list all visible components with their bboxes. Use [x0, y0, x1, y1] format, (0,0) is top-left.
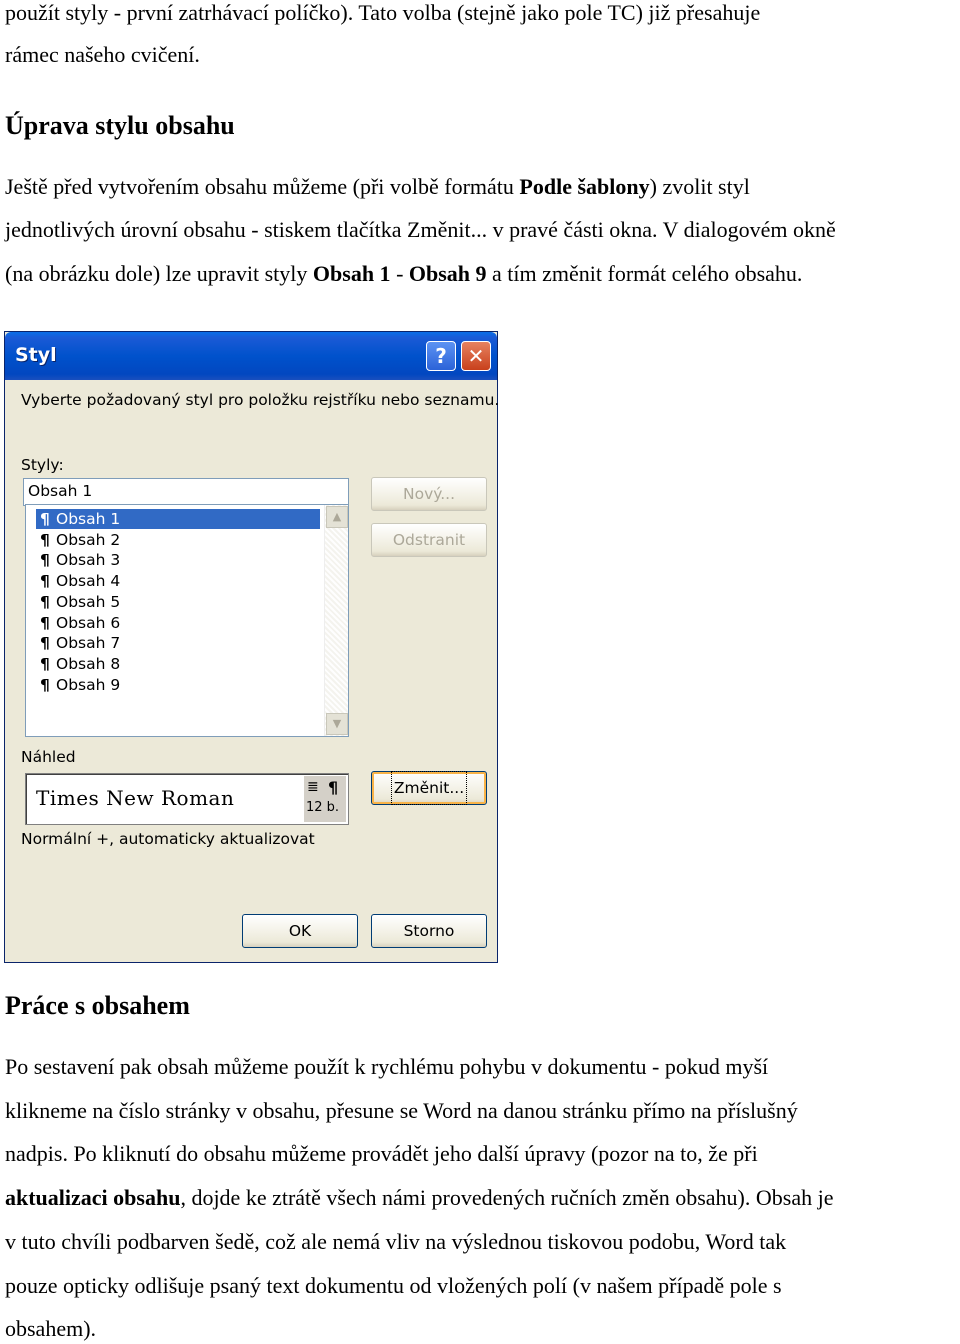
style-list-item[interactable]	[36, 592, 320, 612]
style-list-item[interactable]	[36, 571, 320, 591]
style-list-item[interactable]	[36, 654, 320, 674]
paragraph-mark-icon: ¶	[40, 510, 50, 528]
style-list-item-label: Obsah 5	[56, 592, 121, 611]
style-preview	[25, 773, 349, 825]
section1-line-2: jednotlivých úrovní obsahu - stiskem tlačítka Změnit... v pravé části okna. V dialogovém okně	[5, 217, 836, 242]
help-icon[interactable]: ?	[426, 341, 456, 371]
style-list-item-label: Obsah 2	[56, 530, 121, 549]
style-list-item-label: Obsah 3	[56, 551, 121, 570]
paragraph-mark-icon: ¶	[40, 634, 50, 653]
intro-line-1: použít styly - první zatrhávací políčko). Tato volba (stejně jako pole TC) již přesahuje	[5, 0, 761, 25]
style-list-item[interactable]	[36, 530, 320, 550]
style-description: Normální +, automaticky aktualizovat	[21, 830, 315, 848]
close-icon[interactable]: ✕	[461, 341, 491, 371]
paragraph-mark-icon: ¶	[40, 530, 50, 549]
cancel-button[interactable]: Storno	[371, 914, 487, 948]
preview-format-info	[304, 776, 346, 822]
section2-line-2: klikneme na číslo stránky v obsahu, přesune se Word na danou stránku přímo na příslušný	[5, 1098, 798, 1123]
preview-font-size: 12 b.	[306, 800, 340, 815]
align-icon: ≣	[307, 779, 319, 795]
preview-font-name: Times New Roman	[36, 786, 235, 810]
section2-line-1: Po sestavení pak obsah můžeme použít k rychlému pohybu v dokumentu - pokud myší	[5, 1054, 769, 1079]
preview-label: Náhled	[21, 748, 76, 766]
modify-style-button[interactable]: Změnit...	[371, 771, 487, 805]
section2-line-6: pouze opticky odlišuje psaný text dokumentu od vložených polí (v našem případě pole s	[5, 1273, 782, 1298]
styles-listbox[interactable]	[25, 504, 349, 737]
dialog-title: Styl	[15, 344, 57, 366]
paragraph-mark-icon: ¶	[40, 654, 50, 673]
style-list-item[interactable]	[36, 550, 320, 570]
section1-line-3: (na obrázku dole) lze upravit styly Obsah 1 - Obsah 9 a tím změnit formát celého obsahu.	[5, 261, 803, 286]
delete-style-button[interactable]: Odstranit	[371, 523, 487, 557]
style-list-item-label: Obsah 4	[56, 572, 121, 591]
section2-line-3: nadpis. Po kliknutí do obsahu můžeme provádět jeho další úpravy (pozor na to, že při	[5, 1141, 758, 1166]
style-list-item[interactable]	[36, 675, 320, 695]
styles-scrollbar[interactable]	[324, 505, 348, 736]
section1-line-1: Ještě před vytvořením obsahu můžeme (při volbě formátu Podle šablony) zvolit styl	[5, 174, 750, 199]
paragraph-mark-icon: ¶	[328, 778, 339, 797]
intro-line-2: rámec našeho cvičení.	[5, 42, 200, 67]
style-list-item-label: Obsah 9	[56, 675, 121, 694]
styles-label: Styly:	[21, 456, 64, 474]
style-list-item-label: Obsah 8	[56, 654, 121, 673]
section2-line-7: obsahem).	[5, 1316, 97, 1341]
style-list-item-label: Obsah 7	[56, 634, 121, 653]
dialog-client-area	[9, 380, 500, 960]
paragraph-mark-icon: ¶	[40, 675, 50, 694]
dialog-titlebar[interactable]	[5, 332, 497, 380]
style-list-item[interactable]	[36, 613, 320, 633]
section-heading-working-with-toc: Práce s obsahem	[5, 991, 190, 1020]
dialog-instruction: Vyberte požadovaný styl pro položku rejstříku nebo seznamu.	[21, 391, 500, 409]
ok-button[interactable]: OK	[242, 914, 358, 948]
section-heading-style-edit: Úprava stylu obsahu	[5, 111, 235, 140]
style-name-input[interactable]: Obsah 1	[23, 478, 349, 506]
style-list-item[interactable]	[36, 509, 320, 529]
paragraph-mark-icon: ¶	[40, 572, 50, 591]
style-list-item-label: Obsah 1	[56, 510, 121, 528]
scroll-up-icon[interactable]: ▲	[326, 506, 348, 528]
section2-line-4: aktualizaci obsahu, dojde ke ztrátě všech námi provedených ručních změn obsahu). Obsah je	[5, 1185, 834, 1210]
scroll-down-icon[interactable]: ▼	[326, 713, 348, 735]
style-dialog	[4, 331, 498, 963]
section2-line-5: v tuto chvíli podbarven šedě, což ale nemá vliv na výslednou tiskovou podobu, Word tak	[5, 1229, 787, 1254]
paragraph-mark-icon: ¶	[40, 613, 50, 632]
style-list-item-label: Obsah 6	[56, 613, 121, 632]
paragraph-mark-icon: ¶	[40, 551, 50, 570]
style-list-item[interactable]	[36, 633, 320, 653]
paragraph-mark-icon: ¶	[40, 592, 50, 611]
new-style-button[interactable]: Nový...	[371, 477, 487, 511]
